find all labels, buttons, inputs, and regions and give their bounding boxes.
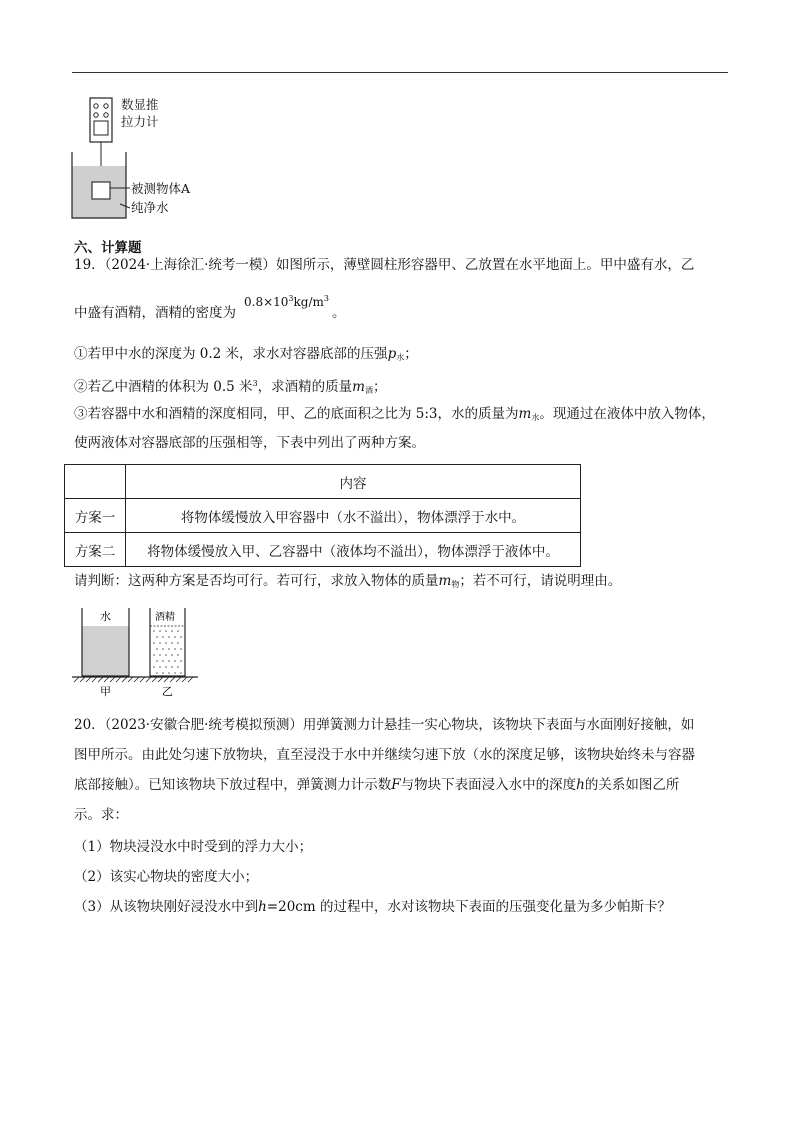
q19-item1 bbox=[74, 345, 418, 367]
q20-line4: 示。求： bbox=[74, 807, 128, 823]
q20-line3-post: 的关系如图乙所 bbox=[584, 777, 680, 793]
q19-item3 bbox=[74, 405, 715, 427]
density-unit-exponent: 3 bbox=[323, 294, 329, 303]
density-value bbox=[244, 290, 329, 311]
q20-sub2: （2）该实心物块的密度大小； bbox=[74, 869, 259, 885]
item3-sub: 水 bbox=[531, 413, 540, 422]
table-header-left bbox=[65, 465, 126, 499]
item2-var: m bbox=[352, 379, 365, 395]
q19-line2-post: 。 bbox=[332, 305, 346, 321]
item3-var: m bbox=[518, 406, 532, 422]
q20-var-h: h bbox=[576, 777, 585, 793]
item1-text: ①若甲中水的深度为 0.2 米，求水对容器底部的压强 bbox=[74, 346, 388, 362]
meter-label-line1: 数显推 bbox=[121, 97, 159, 112]
meter-display bbox=[94, 121, 108, 135]
label-alcohol: 酒精 bbox=[155, 612, 175, 623]
q20-line2: 图甲所示。由此处匀速下放物块，直至浸没于水中并继续匀速下放（水的深度足够，该物块始终未与容器 bbox=[74, 747, 695, 763]
item2-exp: 3 bbox=[252, 379, 258, 388]
item1-post: ； bbox=[404, 346, 418, 362]
item2-post: ； bbox=[372, 379, 387, 395]
plan2-label: 方案二 bbox=[65, 533, 126, 567]
table-row bbox=[65, 533, 581, 567]
plan1-label: 方案一 bbox=[65, 499, 126, 533]
q19-line2-pre: 中盛有酒精，酒精的密度为 bbox=[74, 305, 236, 321]
q20-line3-pre: 底部接触）。已知该物块下放过程中，弹簧测力计示数 bbox=[74, 777, 392, 793]
item1-var: p bbox=[387, 346, 397, 362]
q20-sub3-post: =20cm 的过程中，水对该物块下表面的压强变化量为多少帕斯卡？ bbox=[266, 899, 671, 915]
item2-sub: 酒 bbox=[364, 386, 373, 395]
q20-sub1: （1）物块浸没水中时受到的浮力大小； bbox=[74, 839, 313, 855]
table-row bbox=[65, 499, 581, 533]
q20-sub3-pre: （3）从该物块刚好浸没水中到 bbox=[74, 899, 259, 915]
item2-mid: ，求酒精的质量 bbox=[257, 379, 353, 395]
label-yi: 乙 bbox=[162, 685, 173, 698]
plan-table bbox=[64, 464, 581, 567]
q19-judge bbox=[74, 572, 621, 594]
q19-item2 bbox=[74, 375, 386, 400]
plan1-content: 将物体缓慢放入甲容器中（水不溢出），物体漂浮于水中。 bbox=[126, 499, 581, 533]
table-row bbox=[65, 465, 581, 499]
object-a bbox=[92, 182, 110, 199]
alcohol-fill bbox=[150, 626, 185, 676]
object-label: 被测物体A bbox=[131, 181, 191, 196]
page-header-rule bbox=[72, 72, 728, 73]
judge-text: 请判断：这两种方案是否均可行。若可行，求放入物体的质量 bbox=[74, 573, 439, 589]
q20-sub3-var: h bbox=[258, 899, 267, 915]
q19-item3-line2: 使两液体对容器底部的压强相等，下表中列出了两种方案。 bbox=[74, 435, 425, 451]
water-label: 纯净水 bbox=[131, 200, 169, 215]
label-water: 水 bbox=[100, 610, 111, 623]
density-exponent: 3 bbox=[288, 294, 294, 303]
q20-sub3 bbox=[74, 898, 671, 916]
judge-post: ；若不可行，请说明理由。 bbox=[459, 573, 622, 589]
q19-line1: 19．（2024·上海徐汇·统考一模）如图所示，薄壁圆柱形容器甲、乙放置在水平地面上。甲中盛有水，乙 bbox=[74, 257, 695, 273]
water-fill bbox=[82, 626, 129, 676]
q20-var-f: F bbox=[391, 777, 401, 793]
q20-line3-mid: 与物块下表面浸入水中的深度 bbox=[400, 777, 577, 793]
q19-line2 bbox=[74, 304, 236, 322]
q20-line1: 20．（2023·安徽合肥·统考模拟预测）用弹簧测力计悬挂一实心物块，该物块下表面与水面刚好接触，如 bbox=[74, 717, 695, 733]
figure-containers bbox=[70, 604, 200, 700]
ground-hatch bbox=[74, 677, 193, 682]
judge-sub: 物 bbox=[451, 580, 460, 589]
section-title: 六、计算题 bbox=[74, 240, 142, 256]
item3-post: 。现通过在液体中放入物体， bbox=[539, 406, 715, 422]
item2-text: ②若乙中酒精的体积为 0.5 米 bbox=[74, 379, 253, 395]
judge-var: m bbox=[438, 573, 452, 589]
item3-text: ③若容器中水和酒精的深度相同，甲、乙的底面积之比为 5:3，水的质量为 bbox=[74, 406, 519, 422]
density-unit: kg/m bbox=[293, 295, 324, 309]
label-jia: 甲 bbox=[100, 685, 111, 698]
q20-line3 bbox=[74, 776, 679, 794]
plan2-content: 将物体缓慢放入甲、乙容器中（液体均不溢出），物体漂浮于液体中。 bbox=[126, 533, 581, 567]
density-number: 0.8×10 bbox=[244, 295, 289, 309]
table-header-content: 内容 bbox=[126, 465, 581, 499]
meter-label-line2: 拉力计 bbox=[121, 114, 159, 129]
item1-sub: 水 bbox=[396, 353, 405, 362]
